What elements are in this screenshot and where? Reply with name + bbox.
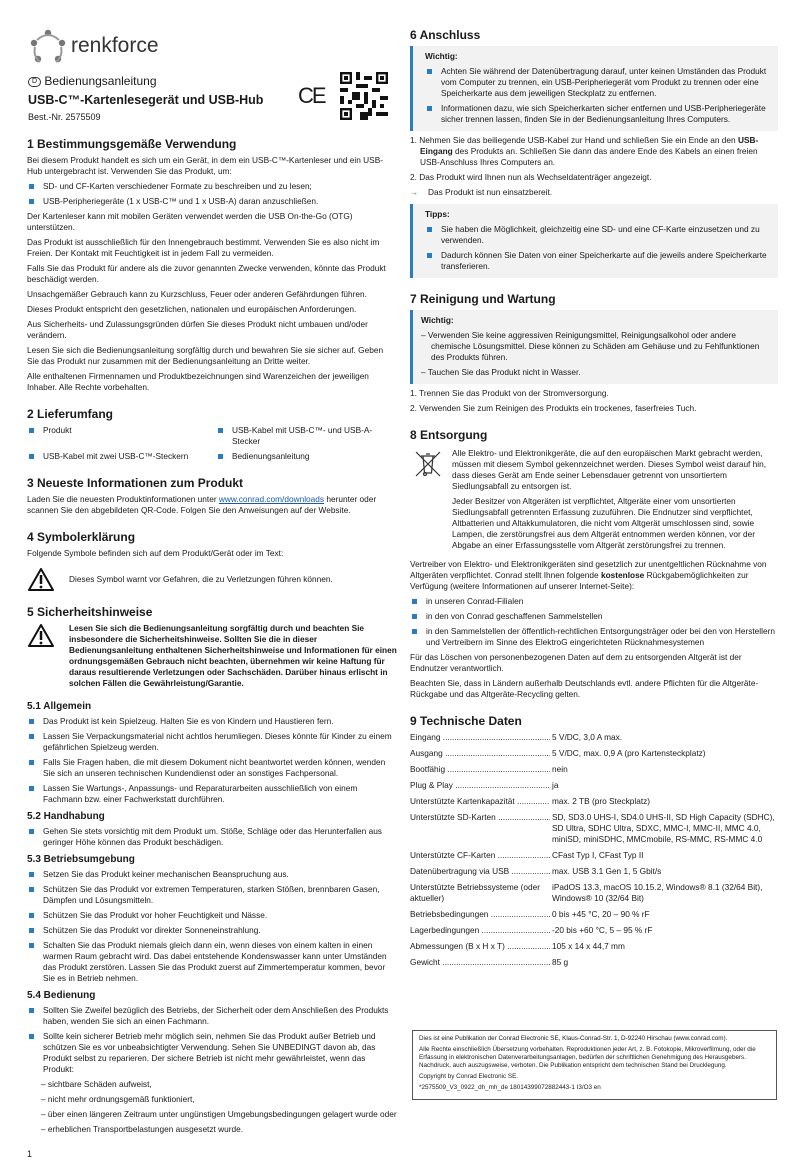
brand-name: renkforce bbox=[71, 34, 159, 57]
result-line bbox=[410, 187, 778, 198]
spec-label: Plug & Play ..... bbox=[410, 780, 550, 791]
spec-value: nein bbox=[552, 764, 568, 774]
list-item: Schützen Sie das Produkt vor extremen Temperaturen, starken Stößen, brennbaren Gasen, Dämpfen und Lösungsmitteln. bbox=[27, 884, 397, 906]
qr-code bbox=[340, 72, 388, 120]
subsection-heading: 5.3 Betriebsumgebung bbox=[27, 854, 135, 865]
paragraph: Bei diesem Produkt handelt es sich um ein Gerät, in dem ein USB-C™-Kartenleser und ein USB-Hub untergebracht ist. Verwenden Sie das Produkt, um: bbox=[27, 155, 384, 176]
text: Das Produkt ist nun einsatzbereit. bbox=[428, 187, 553, 197]
warning-icon bbox=[27, 623, 55, 648]
weee-bin-icon bbox=[414, 450, 442, 478]
subsection-heading: 5.4 Bedienung bbox=[27, 990, 96, 1001]
spec-label: Unterstützte Betriebssysteme (oder aktueller) ..... bbox=[410, 882, 550, 904]
spec-row bbox=[410, 732, 778, 743]
spec-value: max. USB 3.1 Gen 1, 5 Gbit/s bbox=[552, 866, 662, 876]
paragraph bbox=[27, 494, 397, 516]
downloads-link[interactable]: www.conrad.com/downloads bbox=[218, 494, 325, 504]
list-item: Sie haben die Möglichkeit, gleichzeitig eine SD- und eine CF-Karte einzusetzen und zu verwenden. bbox=[425, 224, 770, 246]
spec-label: Eingang ..... bbox=[410, 732, 550, 743]
order-number: Best.-Nr. 2575509 bbox=[28, 112, 101, 122]
spec-row bbox=[410, 812, 778, 845]
spec-value: 105 x 14 x 44,7 mm bbox=[552, 941, 625, 951]
paragraph: Unsachgemäßer Gebrauch kann zu Kurzschluss, Feuer oder anderen Gefährdungen führen. bbox=[27, 289, 367, 299]
spec-value: -20 bis +60 °C, 5 – 95 % rF bbox=[552, 925, 653, 935]
sub-item: – nicht mehr ordnungsgemäß funktioniert, bbox=[41, 1094, 195, 1104]
spec-value: 5 V/DC, 3,0 A max. bbox=[552, 732, 623, 742]
paragraph: Jeder Besitzer von Altgeräten ist verpflichtet, Altgeräte einer vom unsortierten Siedlungsabfall getrennten Erfassung zuzuführen. Die Endnutzer sind verpflichtet, Altbatterien und Altakkumulatoren, die nicht vom Altgerät umschlossen sind, sowie Lampen, die zerstörungsfrei aus dem Altgerät entnommen werden können, vor der Abgabe an einer Erfassungsstelle vom Altgerät zerstörungsfrei zu trennen. bbox=[452, 496, 756, 550]
spec-value: 5 V/DC, max. 0,9 A (pro Kartensteckplatz) bbox=[552, 748, 706, 758]
spec-label: Abmessungen (B x H x T) ..... bbox=[410, 941, 550, 952]
spec-row bbox=[410, 941, 778, 952]
subsection-heading: 5.1 Allgemein bbox=[27, 701, 92, 712]
renkforce-logo-icon bbox=[28, 28, 68, 66]
spec-label: Gewicht ..... bbox=[410, 957, 550, 968]
text-bold: USB-Eingang bbox=[420, 135, 759, 156]
spec-row bbox=[410, 909, 778, 920]
section-connection bbox=[410, 28, 778, 282]
section-intended-use bbox=[27, 137, 397, 397]
spec-value: iPadOS 13.3, macOS 10.15.2, Windows® 8.1 (32/64 Bit), Windows® 10 (32/64 Bit) bbox=[552, 882, 763, 903]
list-item: Gehen Sie stets vorsichtig mit dem Produkt um. Stöße, Schläge oder das Herunterfallen aus geringer Höhe können das Produkt beschädigen. bbox=[27, 826, 397, 848]
list-item: Produkt bbox=[27, 425, 208, 447]
spec-value: SD, SD3.0 UHS-I, SD4.0 UHS-II, SD High Capacity (SDHC), SD Ultra, SDHC Ultra, SDXC, MMC-I, MMC-II, MMC 4.0, miniSD, miniSDHC, MMCmobile, RS-MMC, RS-MMC 4.0 bbox=[552, 812, 775, 844]
step: 2. Verwenden Sie zum Reinigen des Produkts ein trockenes, faserfreies Tuch. bbox=[410, 403, 697, 413]
list-item: in den Sammelstellen der öffentlich-rechtlichen Entsorgungsträger oder bei den von Herstellern und Vertreibern im Sinne des ElektroG eingerichteten Rücknahmesystemen bbox=[410, 626, 778, 648]
paragraph: Das Produkt ist ausschließlich für den Innengebrauch bestimmt. Verwenden Sie es also nicht im Freien. Der Kontakt mit Feuchtigkeit ist in jedem Fall zu vermeiden. bbox=[27, 237, 380, 258]
spec-label: Ausgang ..... bbox=[410, 748, 550, 759]
spec-value: ja bbox=[552, 780, 559, 790]
paragraph: Für das Löschen von personenbezogenen Daten auf dem zu entsorgenden Altgerät ist der Endnutzer verantwortlich. bbox=[410, 652, 742, 673]
warning-symbol-text: Dieses Symbol warnt vor Gefahren, die zu Verletzungen führen können. bbox=[69, 573, 333, 584]
footer-line: Alle Rechte einschließlich Übersetzung vorbehalten. Reproduktionen jeder Art, z. B. Fotokopie, Mikroverfilmung, oder die Erfassung in elektronischen Datenverarbeitungsanlagen, bedürfen der schriftlichen Genehmigung des Herausgebers. Nachdruck, auch auszugsweise, verboten. Die Publikation entspricht dem technischen Stand bei Drucklegung. bbox=[419, 1046, 756, 1069]
text: 1. Nehmen Sie das beiliegende USB-Kabel zur Hand und schließen Sie ein Ende an den bbox=[410, 135, 738, 145]
section-heading: 6 Anschluss bbox=[410, 28, 481, 42]
sub-item: – über einen längeren Zeitraum unter ungünstigen Umgebungsbedingungen gelagert wurde oder bbox=[41, 1109, 397, 1119]
sub-item: – erheblichen Transportbelastungen ausgesetzt wurde. bbox=[41, 1124, 244, 1134]
paragraph: Aus Sicherheits- und Zulassungsgründen dürfen Sie dieses Produkt nicht umbauen und/oder verändern. bbox=[27, 319, 368, 340]
list-item: Schützen Sie das Produkt vor direkter Sonneneinstrahlung. bbox=[27, 925, 397, 936]
list-item: Falls Sie Fragen haben, die mit diesem Dokument nicht beantwortet werden können, wenden Sie sich an unseren technischen Kundendienst oder an sonstiges Fachpersonal. bbox=[27, 757, 397, 779]
spec-row bbox=[410, 850, 778, 861]
paragraph: Lesen Sie sich die Bedienungsanleitung sorgfältig durch und bewahren Sie sie sicher auf. Geben Sie das Produkt nur zusammen mit der Bedienungsanleitung an Dritte weiter. bbox=[27, 345, 384, 366]
section-tech-data bbox=[410, 714, 778, 973]
spec-row bbox=[410, 957, 778, 968]
warning-icon bbox=[27, 567, 55, 592]
section-heading: 9 Technische Daten bbox=[410, 714, 522, 728]
paragraph bbox=[410, 559, 778, 592]
list-item: in unseren Conrad-Filialen bbox=[410, 596, 778, 607]
footer-line: Copyright by Conrad Electronic SE. bbox=[419, 1073, 519, 1080]
list-item: Dadurch können Sie Daten von einer Speicherkarte auf die jeweils andere Speicherkarte transferieren. bbox=[425, 250, 770, 272]
section-disposal bbox=[410, 428, 778, 704]
subsection-heading: 5.2 Handhabung bbox=[27, 811, 105, 822]
paragraph: Der Kartenleser kann mit mobilen Geräten verwendet werden die USB On-the-Go (OTG) unterstützen. bbox=[27, 211, 353, 232]
doc-type-label: Bedienungsanleitung bbox=[44, 74, 157, 88]
spec-label: Unterstützte SD-Karten ..... bbox=[410, 812, 550, 823]
text-bold: kostenlose bbox=[600, 570, 645, 580]
step bbox=[410, 135, 778, 168]
paragraph: Folgende Symbole befinden sich auf dem Produkt/Gerät oder im Text: bbox=[27, 548, 284, 558]
spec-row bbox=[410, 925, 778, 936]
spec-value: 85 g bbox=[552, 957, 569, 967]
right-column bbox=[410, 28, 778, 1100]
language-badge: D bbox=[28, 77, 41, 87]
important-box bbox=[410, 46, 778, 131]
spec-value: CFast Typ I, CFast Typ II bbox=[552, 850, 644, 860]
section-heading: 8 Entsorgung bbox=[410, 428, 488, 442]
section-heading: 2 Lieferumfang bbox=[27, 407, 114, 421]
section-heading: 5 Sicherheitshinweise bbox=[27, 605, 153, 619]
list-item: USB-Kabel mit zwei USB-C™-Steckern bbox=[27, 451, 208, 462]
text: Laden Sie die neuesten Produktinformationen unter bbox=[27, 494, 219, 504]
spec-row bbox=[410, 882, 778, 904]
section-heading: 4 Symbolerklärung bbox=[27, 530, 136, 544]
box-title: Wichtig: bbox=[421, 315, 454, 325]
section-cleaning bbox=[410, 292, 778, 418]
list-item: SD- und CF-Karten verschiedener Formate zu beschreiben und zu lesen; bbox=[27, 181, 397, 192]
list-item: Schützen Sie das Produkt vor hoher Feuchtigkeit und Nässe. bbox=[27, 910, 397, 921]
list-item: Schalten Sie das Produkt niemals gleich dann ein, wenn dieses von einem kalten in einen warmen Raum gebracht wird. Das dabei entstehende Kondenswasser kann unter Umständen das Produkt zerstören. Lassen Sie das Produkt zuerst auf Zimmertemperatur kommen, bevor Sie es in Betrieb nehmen. bbox=[27, 940, 397, 984]
list-item: Sollten Sie Zweifel bezüglich des Betriebs, der Sicherheit oder dem Anschließen des Produkts haben, wenden Sie sich an einen Fachmann. bbox=[27, 1005, 397, 1027]
paragraph: Beachten Sie, dass in Ländern außerhalb Deutschlands evtl. andere Pflichten für die Altgeräte-Rückgabe und das Altgeräte-Recycling gelten. bbox=[410, 678, 759, 699]
text: herunter oder scannen Sie den abgebildeten QR-Code. Folgen Sie den Anweisungen auf der Website. bbox=[27, 494, 377, 515]
page-number: 1 bbox=[27, 1149, 33, 1159]
spec-label: Bootfähig ..... bbox=[410, 764, 550, 775]
list-item: Achten Sie während der Datenübertragung darauf, unter keinen Umständen das Produkt vom Computer zu trennen, ein USB-Peripheriegerät vom Produkt zu trennen oder eine Speicherkarte aus dem jeweiligen Steckplatz zu entfernen. bbox=[425, 66, 770, 99]
publisher-footer bbox=[412, 1030, 777, 1100]
important-box bbox=[410, 310, 778, 384]
arrow-right-icon: → bbox=[410, 187, 419, 197]
text: Vertreiber von Elektro- und Elektronikgeräten sind gesetzlich zur unentgeltlichen Rücknahme von Altgeräten verpflichtet. Conrad stellt Ihnen folgende bbox=[410, 559, 767, 580]
footer-line: *2575509_V3_0922_dh_mh_de 18014399072882443-1 I3/O3 en bbox=[419, 1084, 601, 1091]
tips-box bbox=[410, 204, 778, 278]
list-item: – Verwenden Sie keine aggressiven Reinigungsmittel, Reinigungsalkohol oder andere chemische Lösungsmittel. Diese können zu Schäden am Gehäuse und zu Fehlfunktionen des Produkts führen. bbox=[421, 330, 760, 362]
spec-value: 0 bis +45 °C, 20 – 90 % rF bbox=[552, 909, 650, 919]
section-safety bbox=[27, 605, 397, 1139]
spec-label: Lagerbedingungen ..... bbox=[410, 925, 550, 936]
ce-mark: CE bbox=[298, 83, 325, 108]
step: 1. Trennen Sie das Produkt von der Stromversorgung. bbox=[410, 388, 609, 398]
text: des Produkts an. Schließen Sie dann das andere Ende des Kabels an einen freien USB-Anschluss Ihres Computers an. bbox=[420, 146, 758, 167]
spec-row bbox=[410, 780, 778, 791]
list-item: Informationen dazu, wie sich Speicherkarten sicher entfernen und USB-Peripheriegeräte sicher trennen lassen, finden Sie in der Bedienungsanleitung Ihres Computers. bbox=[425, 103, 770, 125]
spec-label: Datenübertragung via USB ..... bbox=[410, 866, 550, 877]
paragraph: Falls Sie das Produkt für andere als die zuvor genannten Zwecke verwenden, könnte das Produkt beschädigt werden. bbox=[27, 263, 386, 284]
spec-table bbox=[410, 732, 778, 968]
step: 2. Das Produkt wird Ihnen nun als Wechseldatenträger angezeigt. bbox=[410, 172, 652, 182]
spec-row bbox=[410, 748, 778, 759]
footer-line: Dies ist eine Publikation der Conrad Electronic SE, Klaus-Conrad-Str. 1, D-92240 Hirschau (www.conrad.com). bbox=[419, 1035, 728, 1042]
safety-warning-text: Lesen Sie sich die Bedienungsanleitung sorgfältig durch und beachten Sie insbesondere die Sicherheitshinweise. Sollten Sie die in dieser Bedienungsanleitung enthaltenen Sicherheitshinweise und Informationen für einen ordnungsgemäßen Gebrauch nicht beachten, übernehmen wir keine Haftung für daraus resultierende Verletzungen oder Sachschäden. Darüber hinaus erlischt in solchen Fällen die Gewährleistung/Garantie. bbox=[69, 623, 397, 688]
spec-label: Unterstützte Kartenkapazität ..... bbox=[410, 796, 550, 807]
list-item: – Tauchen Sie das Produkt nicht in Wasser. bbox=[421, 367, 581, 377]
section-heading: 3 Neueste Informationen zum Produkt bbox=[27, 476, 244, 490]
page-title: USB-C™-Kartenlesegerät und USB-Hub bbox=[28, 93, 264, 107]
list-item: Lassen Sie Wartungs-, Anpassungs- und Reparaturarbeiten ausschließlich von einem Fachmann bzw. einer Fachwerkstatt durchführen. bbox=[27, 783, 397, 805]
list-item: Das Produkt ist kein Spielzeug. Halten Sie es von Kindern und Haustieren fern. bbox=[27, 716, 397, 727]
section-scope-of-delivery bbox=[27, 407, 397, 466]
list-item: Setzen Sie das Produkt keiner mechanischen Beanspruchung aus. bbox=[27, 869, 397, 880]
paragraph: Dieses Produkt entspricht den gesetzlichen, nationalen und europäischen Anforderungen. bbox=[27, 304, 357, 314]
text: Rückgabemöglichkeiten zur Verfügung (weitere Informationen auf unserer Internet-Seite): bbox=[410, 570, 749, 591]
paragraph: Alle Elektro- und Elektronikgeräte, die auf den europäischen Markt gebracht werden, müssen mit diesem Symbol gekennzeichnet werden. Dieses Symbol weist darauf hin, dass dieses Gerät am Ende seiner Lebensdauer getrennt von unsortiertem Siedlungsabfall zu entsorgen ist. bbox=[452, 448, 767, 491]
list-item: Bedienungsanleitung bbox=[216, 451, 397, 462]
spec-row bbox=[410, 796, 778, 807]
spec-row bbox=[410, 764, 778, 775]
doc-type bbox=[28, 74, 157, 88]
list-item: in den von Conrad geschaffenen Sammelstellen bbox=[410, 611, 778, 622]
spec-row bbox=[410, 866, 778, 877]
list-item: USB-Kabel mit USB-C™- und USB-A-Stecker bbox=[216, 425, 397, 447]
box-title: Tipps: bbox=[425, 209, 450, 219]
left-column bbox=[27, 137, 397, 1159]
sub-item: – sichtbare Schäden aufweist, bbox=[41, 1079, 152, 1089]
paragraph: Alle enthaltenen Firmennamen und Produktbezeichnungen sind Warenzeichen der jeweiligen Inhaber. Alle Rechte vorbehalten. bbox=[27, 371, 369, 392]
list-item: Lassen Sie Verpackungsmaterial nicht achtlos herumliegen. Dieses könnte für Kinder zu einem gefährlichen Spielzeug werden. bbox=[27, 731, 397, 753]
section-heading: 7 Reinigung und Wartung bbox=[410, 292, 556, 306]
list-item: Sollte kein sicherer Betrieb mehr möglich sein, nehmen Sie das Produkt außer Betrieb und schützen Sie es vor unbeabsichtigter Verwendung. Sehen Sie UNBEDINGT davon ab, das Produkt selbst zu reparieren. Der sichere Betrieb ist nicht mehr gewährleistet, wenn das Produkt: bbox=[27, 1031, 397, 1075]
spec-label: Unterstützte CF-Karten ..... bbox=[410, 850, 550, 861]
section-symbols bbox=[27, 530, 397, 595]
box-title: Wichtig: bbox=[425, 51, 458, 61]
section-latest-info bbox=[27, 476, 397, 520]
list-item: USB-Peripheriegeräte (1 x USB-C™ und 1 x USB-A) daran anzuschließen. bbox=[27, 196, 397, 207]
section-heading: 1 Bestimmungsgemäße Verwendung bbox=[27, 137, 237, 151]
spec-value: max. 2 TB (pro Steckplatz) bbox=[552, 796, 651, 806]
spec-label: Betriebsbedingungen ..... bbox=[410, 909, 550, 920]
brand-logo bbox=[28, 28, 158, 68]
